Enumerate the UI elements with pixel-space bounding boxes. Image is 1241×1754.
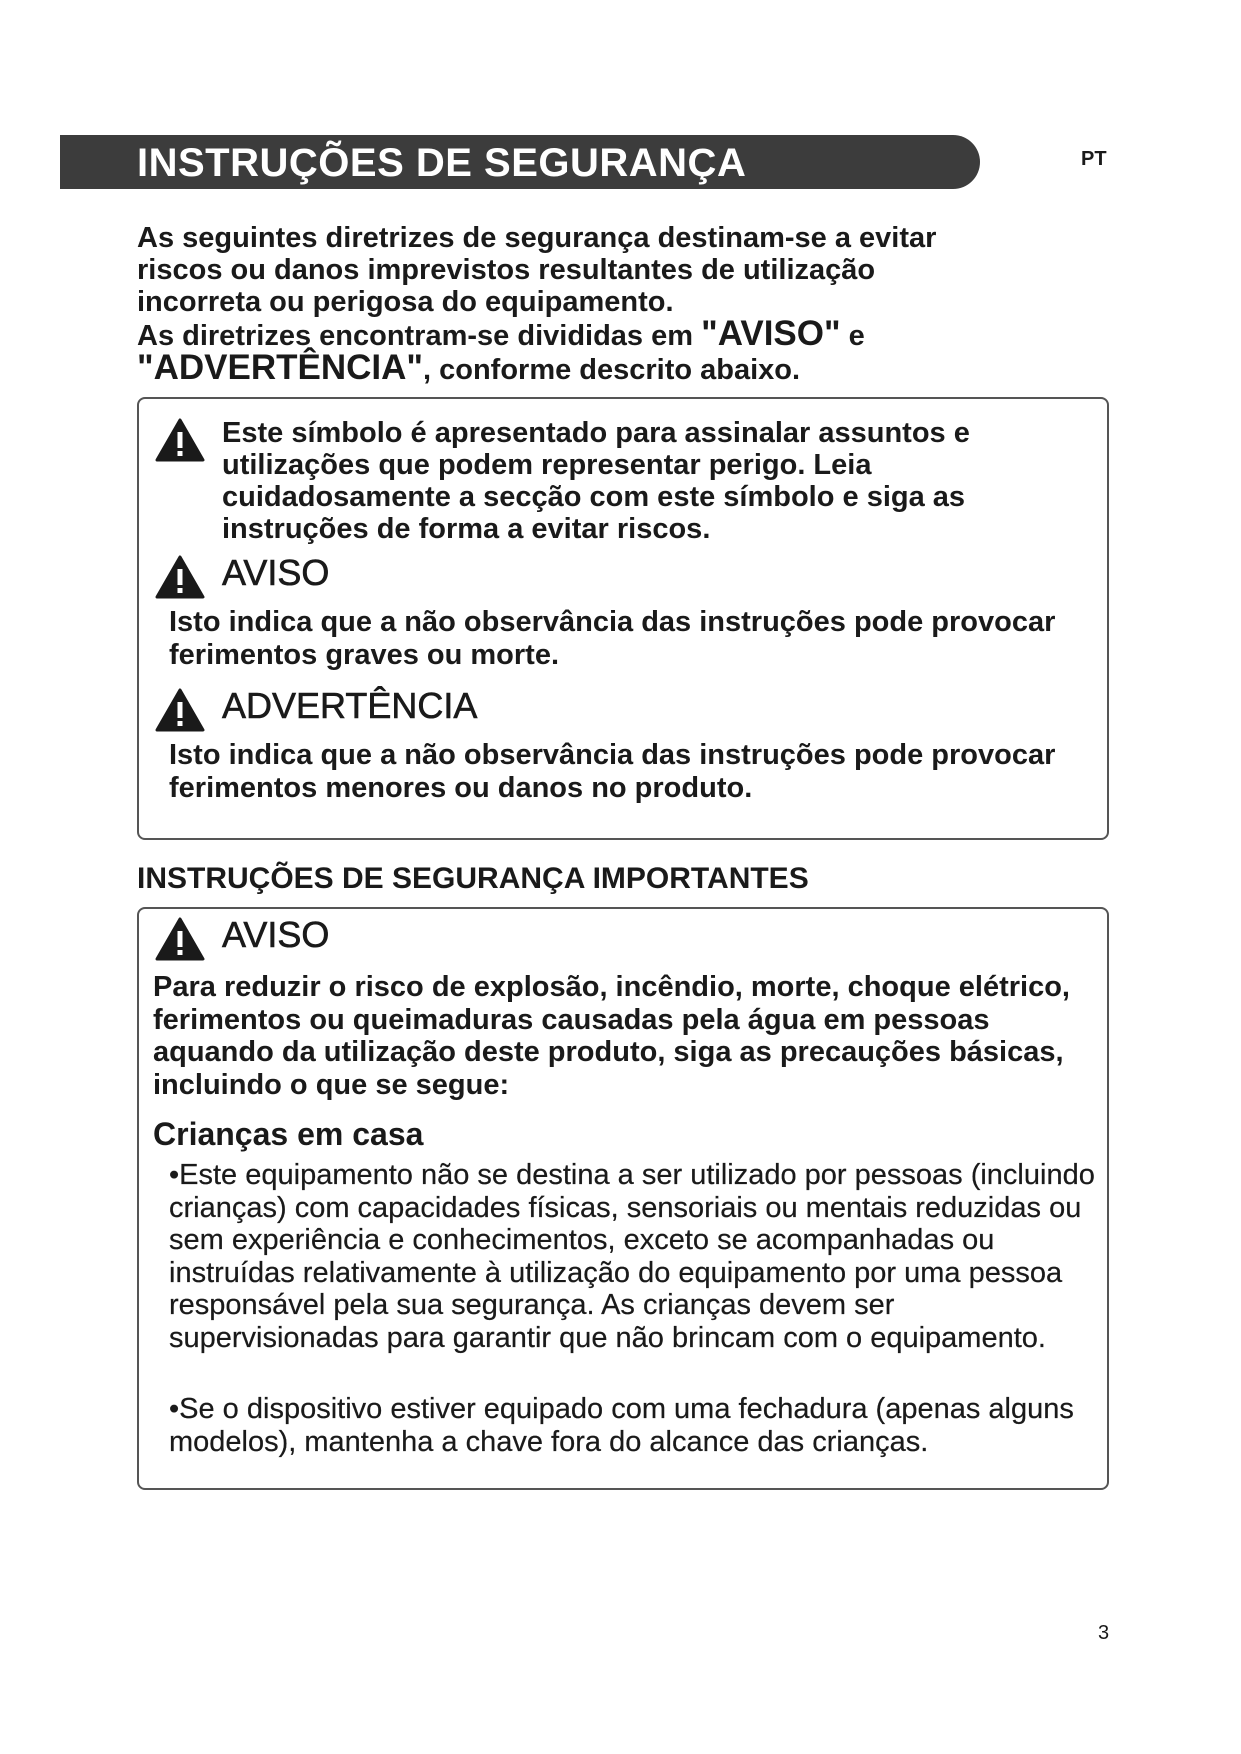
bullet-item: •Este equipamento não se destina a ser utilizado por pessoas (incluindo crianças) com capacidades físicas, sensoriais ou mentais reduzidas ou sem experiência e conhecimentos, exceto se acompanhadas ou instruídas relativamente à utilização do equipamento por uma pessoa responsável pela sua segurança. As crianças devem ser supervisionadas para garantir que não brincam com o equipamento. <box>169 1159 1095 1354</box>
advertencia-quoted: "ADVERTÊNCIA" <box>137 348 423 387</box>
advertencia-label: ADVERTÊNCIA <box>222 685 478 726</box>
advertencia-description: Isto indica que a não observância das instruções pode provocar ferimentos menores ou danos no produto. <box>169 739 1056 804</box>
symbol-description: Este símbolo é apresentado para assinalar assuntos e utilizações que podem representar perigo. Leia cuidadosamente a secção com este símbolo e siga as instruções de forma a evitar riscos. <box>222 417 970 545</box>
aviso-label: AVISO <box>222 552 330 593</box>
subsection-title: Crianças em casa <box>153 1116 424 1152</box>
intro-line: As seguintes diretrizes de segurança destinam-se a evitar <box>137 222 937 254</box>
aviso-label: AVISO <box>222 914 330 955</box>
page-number: 3 <box>1098 1622 1110 1644</box>
intro-line: riscos ou danos imprevistos resultantes de utilização <box>137 254 876 286</box>
language-code: PT <box>1081 148 1107 170</box>
aviso-quoted: "AVISO" <box>701 314 841 353</box>
intro-text-segment: As diretrizes encontram-se divididas em <box>137 320 694 352</box>
intro-text <box>137 222 1097 386</box>
intro-line: incorreta ou perigosa do equipamento. <box>137 286 674 318</box>
intro-line <box>137 314 1097 353</box>
section-title: INSTRUÇÕES DE SEGURANÇA IMPORTANTES <box>137 862 809 895</box>
aviso-description: Isto indica que a não observância das instruções pode provocar ferimentos graves ou morte. <box>169 606 1056 671</box>
bullet-item: •Se o dispositivo estiver equipado com uma fechadura (apenas alguns modelos), mantenha a chave fora do alcance das crianças. <box>169 1393 1074 1458</box>
intro-text-segment: , conforme descrito abaixo. <box>422 354 801 386</box>
warning-triangle-icon <box>155 418 205 462</box>
intro-text-segment: e <box>848 320 865 352</box>
warning-triangle-icon <box>155 917 205 961</box>
warning-triangle-icon <box>155 555 205 599</box>
warning-paragraph: Para reduzir o risco de explosão, incêndio, morte, choque elétrico, ferimentos ou queimaduras causadas pela água em pessoas aquando da utilização deste produto, siga as precauções básicas, incluindo o que se segue: <box>153 971 1070 1101</box>
page-title: INSTRUÇÕES DE SEGURANÇA <box>137 141 747 185</box>
warning-triangle-icon <box>155 688 205 732</box>
intro-line <box>137 348 1097 387</box>
